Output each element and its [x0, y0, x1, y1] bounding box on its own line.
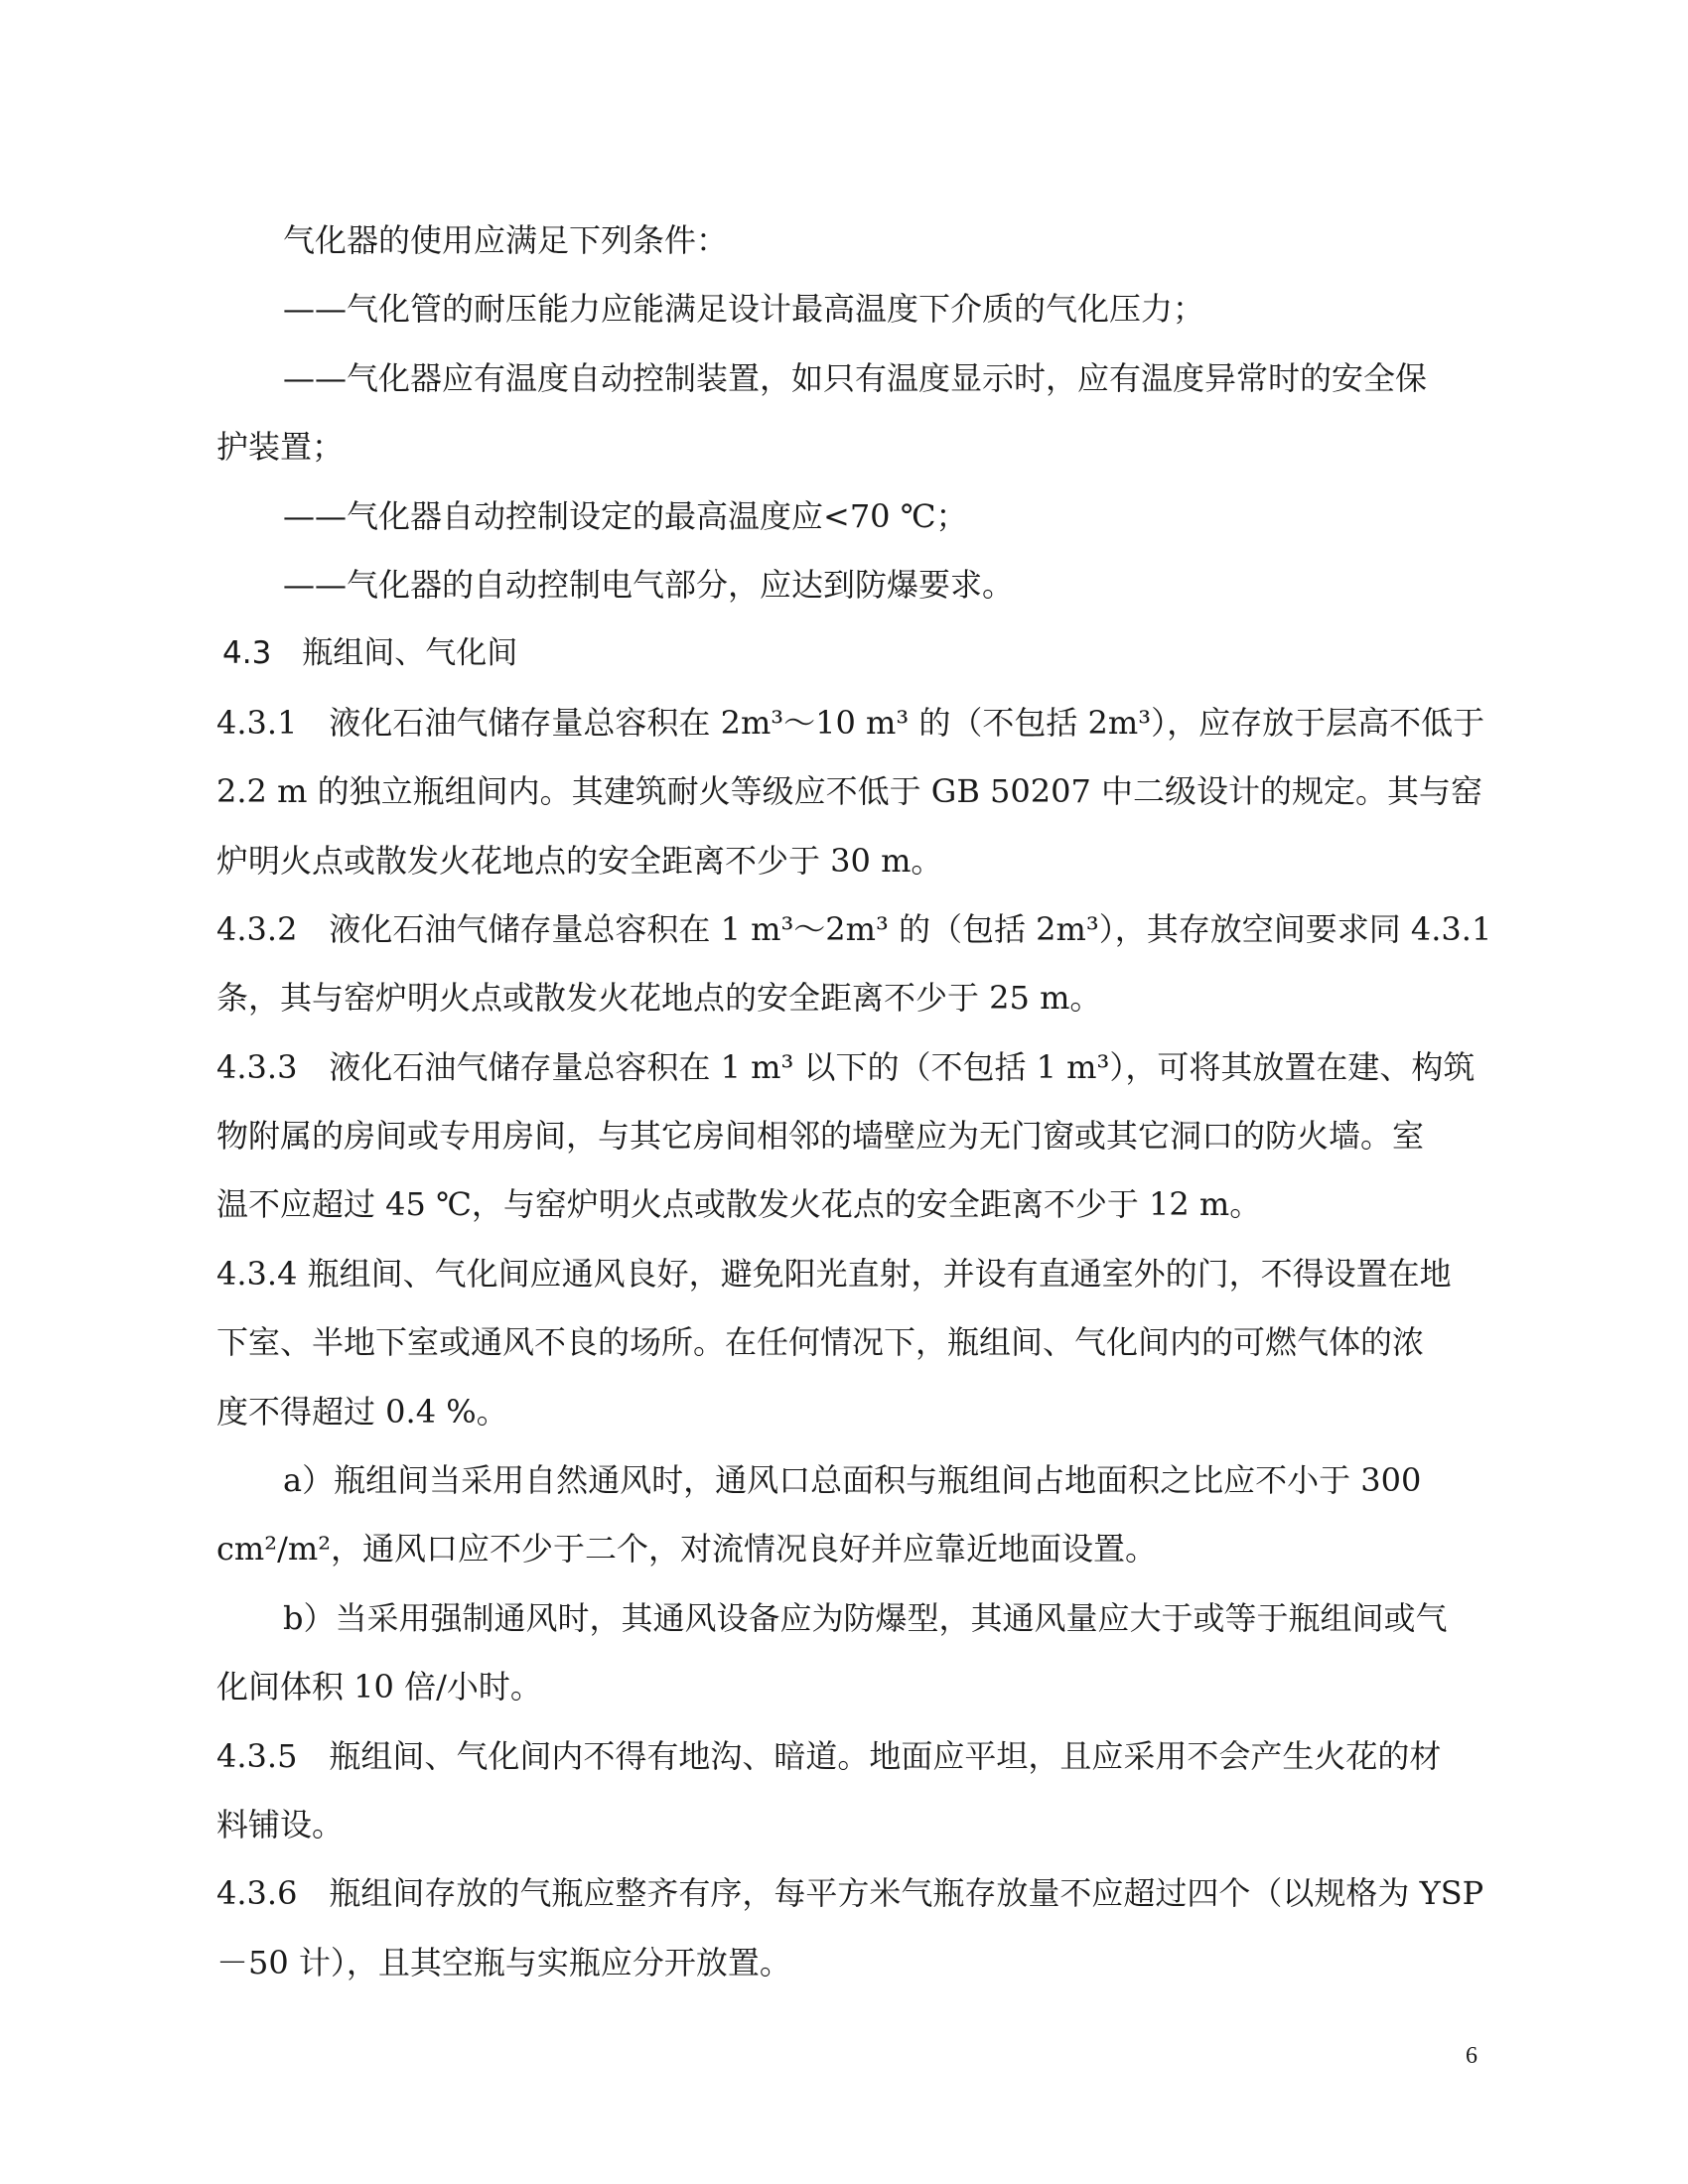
list-item-dash: ——气化管的耐压能力应能满足设计最高温度下介质的气化压力；	[283, 290, 1205, 329]
clause-line: 4.3.6 瓶组间存放的气瓶应整齐有序，每平方米气瓶存放量不应超过四个（以规格为 YSP	[216, 1874, 1484, 1913]
clause-line: 4.3.3 液化石油气储存量总容积在 1 m³ 以下的（不包括 1 m³），可将其放置在建、构筑	[216, 1047, 1476, 1086]
sub-item: b）当采用强制通风时，其通风设备应为防爆型，其通风量应大于或等于瓶组间或气	[283, 1598, 1448, 1637]
clause-line: 2.2 m 的独立瓶组间内。其建筑耐火等级应不低于 GB 50207 中二级设计的规定。其与窑	[216, 772, 1482, 811]
sub-item-continuation: cm²/m²，通风口应不少于二个，对流情况良好并应靠近地面设置。	[216, 1530, 1158, 1569]
paragraph-line: 护装置；	[216, 428, 345, 467]
clause-line: 度不得超过 0.4 %。	[216, 1392, 508, 1431]
list-item-dash: ——气化器应有温度自动控制装置，如只有温度显示时，应有温度异常时的安全保	[283, 358, 1428, 397]
sub-item-continuation: 化间体积 10 倍/小时。	[216, 1668, 542, 1706]
clause-line: 下室、半地下室或通风不良的场所。在任何情况下，瓶组间、气化间内的可燃气体的浓	[216, 1323, 1425, 1362]
clause-line: 4.3.4 瓶组间、气化间应通风良好，避免阳光直射，并设有直通室外的门，不得设置在地	[216, 1254, 1452, 1293]
clause-line: 条，其与窑炉明火点或散发火花地点的安全距离不少于 25 m。	[216, 979, 1102, 1018]
clause-line: 4.3.5 瓶组间、气化间内不得有地沟、暗道。地面应平坦，且应采用不会产生火花的材	[216, 1736, 1442, 1775]
document-body	[216, 206, 1492, 1997]
list-item-dash: ——气化器自动控制设定的最高温度应<70 ℃；	[283, 496, 968, 535]
clause-line: 物附属的房间或专用房间，与其它房间相邻的墙壁应为无门窗或其它洞口的防火墙。室	[216, 1117, 1425, 1156]
paragraph-line: 气化器的使用应满足下列条件：	[283, 221, 729, 259]
clause-line: 4.3.2 液化石油气储存量总容积在 1 m³～2m³ 的（包括 2m³），其存放空间要求同 4.3.1	[216, 909, 1492, 948]
clause-line: －50 计），且其空瓶与实瓶应分开放置。	[216, 1943, 791, 1981]
list-item-dash: ——气化器的自动控制电气部分，应达到防爆要求。	[283, 565, 1015, 604]
clause-line: 料铺设。	[216, 1805, 345, 1843]
section-heading: 4.3 瓶组间、气化间	[222, 635, 518, 672]
sub-item: a）瓶组间当采用自然通风时，通风口总面积与瓶组间占地面积之比应不小于 300	[283, 1461, 1422, 1500]
clause-line: 炉明火点或散发火花地点的安全距离不少于 30 m。	[216, 841, 943, 880]
clause-line: 4.3.1 液化石油气储存量总容积在 2m³～10 m³ 的（不包括 2m³），应存放于层高不低于	[216, 703, 1485, 742]
clause-line: 温不应超过 45 ℃，与窑炉明火点或散发火花点的安全距离不少于 12 m。	[216, 1185, 1262, 1224]
page-number: 6	[1466, 2043, 1477, 2069]
